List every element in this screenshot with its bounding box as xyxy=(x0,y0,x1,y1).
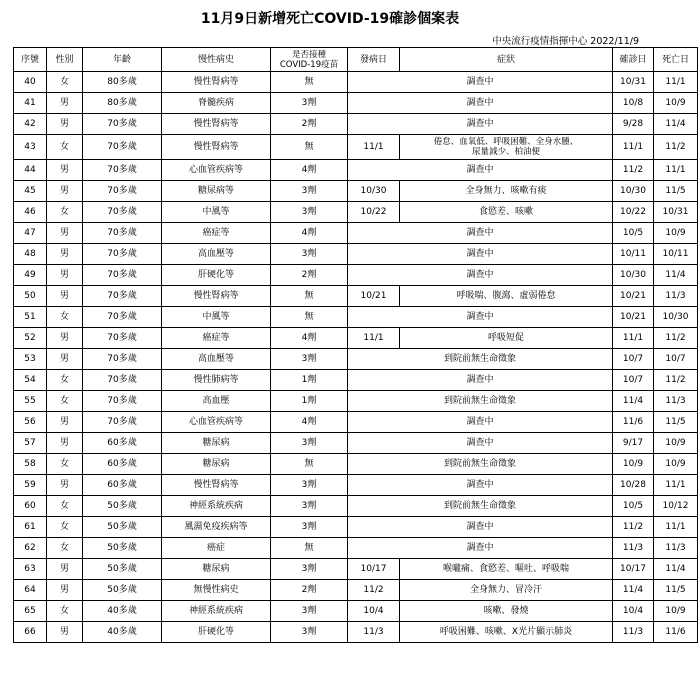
table-row xyxy=(14,622,698,643)
cell-death: 11/1 xyxy=(654,160,698,181)
cell-death: 11/3 xyxy=(654,286,698,307)
cell-history: 慢性腎病等 xyxy=(162,286,271,307)
cell-onset: 10/21 xyxy=(348,286,400,307)
cell-death: 10/12 xyxy=(654,496,698,517)
header-id: 序號 xyxy=(14,48,47,72)
cell-vaccine: 無 xyxy=(271,135,348,160)
cell-symptoms xyxy=(400,135,613,160)
cell-death: 11/3 xyxy=(654,391,698,412)
cell-history: 糖尿病 xyxy=(162,559,271,580)
cell-vaccine: 無 xyxy=(271,286,348,307)
cell-id: 52 xyxy=(14,328,47,349)
cell-sex: 女 xyxy=(47,307,83,328)
cell-sex: 女 xyxy=(47,601,83,622)
cell-sex: 男 xyxy=(47,349,83,370)
cell-age: 70多歲 xyxy=(83,391,162,412)
cell-history: 肝硬化等 xyxy=(162,265,271,286)
cell-confirmed: 10/22 xyxy=(613,202,654,223)
cell-id: 47 xyxy=(14,223,47,244)
table-row xyxy=(14,328,698,349)
cell-death: 11/3 xyxy=(654,538,698,559)
table-header-row xyxy=(14,48,698,72)
cell-symptoms: 到院前無生命徵象 xyxy=(348,496,613,517)
cell-history: 心血管疾病等 xyxy=(162,412,271,433)
cell-history: 糖尿病 xyxy=(162,433,271,454)
cell-sex: 男 xyxy=(47,580,83,601)
cell-age: 60多歲 xyxy=(83,475,162,496)
cell-vaccine: 2劑 xyxy=(271,265,348,286)
cell-age: 70多歲 xyxy=(83,181,162,202)
header-vaccine-line2: COVID-19疫苗 xyxy=(279,59,339,70)
cell-death: 11/5 xyxy=(654,412,698,433)
cell-confirmed: 11/3 xyxy=(613,622,654,643)
cell-age: 60多歲 xyxy=(83,433,162,454)
cell-history: 神經系統疾病 xyxy=(162,601,271,622)
cell-sex: 男 xyxy=(47,433,83,454)
cell-vaccine: 3劑 xyxy=(271,622,348,643)
table-row xyxy=(14,181,698,202)
cell-death: 10/9 xyxy=(654,93,698,114)
cell-sex: 男 xyxy=(47,223,83,244)
cell-symptoms: 到院前無生命徵象 xyxy=(348,349,613,370)
cell-age: 70多歲 xyxy=(83,349,162,370)
cell-confirmed: 11/4 xyxy=(613,580,654,601)
header-death: 死亡日 xyxy=(654,48,698,72)
cell-sex: 女 xyxy=(47,454,83,475)
cell-id: 50 xyxy=(14,286,47,307)
cell-symptoms: 呼吸短促 xyxy=(400,328,613,349)
table-row xyxy=(14,517,698,538)
cell-sex: 女 xyxy=(47,370,83,391)
cell-vaccine: 無 xyxy=(271,538,348,559)
cell-id: 43 xyxy=(14,135,47,160)
cell-id: 62 xyxy=(14,538,47,559)
cell-death: 10/30 xyxy=(654,307,698,328)
cell-age: 40多歲 xyxy=(83,601,162,622)
cell-age: 50多歲 xyxy=(83,580,162,601)
cell-age: 80多歲 xyxy=(83,72,162,93)
cell-death: 11/4 xyxy=(654,265,698,286)
cell-vaccine: 4劑 xyxy=(271,412,348,433)
cell-death: 11/5 xyxy=(654,580,698,601)
cell-history: 高血壓 xyxy=(162,391,271,412)
cell-history: 糖尿病 xyxy=(162,454,271,475)
cell-age: 70多歲 xyxy=(83,328,162,349)
cell-confirmed: 11/6 xyxy=(613,412,654,433)
cell-confirmed: 10/8 xyxy=(613,93,654,114)
cell-sex: 女 xyxy=(47,538,83,559)
cell-confirmed: 11/4 xyxy=(613,391,654,412)
header-history: 慢性病史 xyxy=(162,48,271,72)
cell-death: 11/2 xyxy=(654,328,698,349)
cell-age: 70多歲 xyxy=(83,114,162,135)
table-row xyxy=(14,580,698,601)
cell-id: 64 xyxy=(14,580,47,601)
cell-confirmed: 11/1 xyxy=(613,328,654,349)
table-row xyxy=(14,433,698,454)
cell-sex: 女 xyxy=(47,496,83,517)
cell-id: 55 xyxy=(14,391,47,412)
cell-history: 風濕免疫疾病等 xyxy=(162,517,271,538)
cell-death: 11/4 xyxy=(654,559,698,580)
cell-id: 56 xyxy=(14,412,47,433)
cell-confirmed: 11/1 xyxy=(613,135,654,160)
cell-sex: 女 xyxy=(47,72,83,93)
table-row xyxy=(14,114,698,135)
cell-symptoms: 咳嗽、發燒 xyxy=(400,601,613,622)
header-onset: 發病日 xyxy=(348,48,400,72)
cell-sex: 女 xyxy=(47,202,83,223)
cell-onset: 11/2 xyxy=(348,580,400,601)
header-confirmed: 確診日 xyxy=(613,48,654,72)
cell-sex: 男 xyxy=(47,328,83,349)
cell-age: 70多歲 xyxy=(83,160,162,181)
cell-death: 11/6 xyxy=(654,622,698,643)
cell-age: 70多歲 xyxy=(83,286,162,307)
cell-age: 50多歲 xyxy=(83,517,162,538)
table-row xyxy=(14,265,698,286)
cell-age: 70多歲 xyxy=(83,244,162,265)
cell-history: 神經系統疾病 xyxy=(162,496,271,517)
cell-sex: 男 xyxy=(47,160,83,181)
cell-confirmed: 10/28 xyxy=(613,475,654,496)
cell-age: 50多歲 xyxy=(83,538,162,559)
cell-history: 癌症等 xyxy=(162,328,271,349)
cell-age: 40多歲 xyxy=(83,622,162,643)
cell-confirmed: 11/2 xyxy=(613,160,654,181)
cell-history: 肝硬化等 xyxy=(162,622,271,643)
page-title: 11月9日新增死亡COVID-19確診個案表 xyxy=(200,11,460,27)
cell-vaccine: 3劑 xyxy=(271,202,348,223)
cell-id: 42 xyxy=(14,114,47,135)
cell-death: 10/31 xyxy=(654,202,698,223)
cell-history: 心血管疾病等 xyxy=(162,160,271,181)
cell-onset: 10/17 xyxy=(348,559,400,580)
header-age: 年齡 xyxy=(83,48,162,72)
cell-confirmed: 10/5 xyxy=(613,496,654,517)
header-vaccine xyxy=(271,48,348,72)
cell-sex: 男 xyxy=(47,181,83,202)
cell-death: 11/1 xyxy=(654,517,698,538)
cell-history: 慢性腎病等 xyxy=(162,114,271,135)
cell-onset: 10/22 xyxy=(348,202,400,223)
cell-vaccine: 2劑 xyxy=(271,580,348,601)
cell-symptoms: 調查中 xyxy=(348,244,613,265)
table-row xyxy=(14,412,698,433)
cell-confirmed: 10/4 xyxy=(613,601,654,622)
cell-id: 40 xyxy=(14,72,47,93)
cell-id: 45 xyxy=(14,181,47,202)
cell-id: 53 xyxy=(14,349,47,370)
cell-vaccine: 1劑 xyxy=(271,370,348,391)
cell-vaccine: 2劑 xyxy=(271,114,348,135)
cell-vaccine: 1劑 xyxy=(271,391,348,412)
cell-symptoms: 調查中 xyxy=(348,72,613,93)
cell-symptoms: 調查中 xyxy=(348,223,613,244)
cell-confirmed: 10/7 xyxy=(613,349,654,370)
cell-history: 慢性腎病等 xyxy=(162,135,271,160)
header-sex: 性別 xyxy=(47,48,83,72)
table-row xyxy=(14,601,698,622)
cell-vaccine: 3劑 xyxy=(271,496,348,517)
table-row xyxy=(14,454,698,475)
cell-history: 中風等 xyxy=(162,202,271,223)
cell-age: 70多歲 xyxy=(83,370,162,391)
cell-vaccine: 3劑 xyxy=(271,559,348,580)
cell-sex: 男 xyxy=(47,244,83,265)
cell-age: 70多歲 xyxy=(83,412,162,433)
cell-death: 11/4 xyxy=(654,114,698,135)
cell-symptoms: 調查中 xyxy=(348,538,613,559)
table-row xyxy=(14,538,698,559)
cell-history: 慢性肺病等 xyxy=(162,370,271,391)
cell-vaccine: 3劑 xyxy=(271,475,348,496)
cell-age: 80多歲 xyxy=(83,93,162,114)
table-row xyxy=(14,160,698,181)
cell-confirmed: 9/17 xyxy=(613,433,654,454)
cell-vaccine: 4劑 xyxy=(271,160,348,181)
cell-onset: 11/1 xyxy=(348,135,400,160)
cell-death: 10/7 xyxy=(654,349,698,370)
cell-id: 54 xyxy=(14,370,47,391)
cell-id: 61 xyxy=(14,517,47,538)
cell-confirmed: 10/9 xyxy=(613,454,654,475)
cell-confirmed: 9/28 xyxy=(613,114,654,135)
cell-id: 66 xyxy=(14,622,47,643)
cell-history: 脊髓疾病 xyxy=(162,93,271,114)
cell-sex: 男 xyxy=(47,475,83,496)
cell-symptoms: 調查中 xyxy=(348,160,613,181)
table-row xyxy=(14,496,698,517)
cell-sex: 男 xyxy=(47,412,83,433)
cell-id: 44 xyxy=(14,160,47,181)
table-row xyxy=(14,391,698,412)
cell-death: 10/9 xyxy=(654,601,698,622)
table-row xyxy=(14,135,698,160)
cell-confirmed: 10/17 xyxy=(613,559,654,580)
cell-symptoms: 調查中 xyxy=(348,370,613,391)
table-row xyxy=(14,349,698,370)
cell-vaccine: 4劑 xyxy=(271,328,348,349)
cell-history: 無慢性病史 xyxy=(162,580,271,601)
cell-sex: 女 xyxy=(47,391,83,412)
cell-symptoms: 調查中 xyxy=(348,433,613,454)
cell-death: 11/1 xyxy=(654,475,698,496)
cell-id: 59 xyxy=(14,475,47,496)
table-row xyxy=(14,244,698,265)
cell-death: 11/2 xyxy=(654,135,698,160)
cell-vaccine: 3劑 xyxy=(271,93,348,114)
cell-vaccine: 無 xyxy=(271,72,348,93)
cell-sex: 女 xyxy=(47,135,83,160)
cell-vaccine: 3劑 xyxy=(271,433,348,454)
cell-symptoms: 調查中 xyxy=(348,412,613,433)
cell-age: 50多歲 xyxy=(83,496,162,517)
cell-age: 70多歲 xyxy=(83,202,162,223)
cell-death: 11/2 xyxy=(654,370,698,391)
table-row xyxy=(14,93,698,114)
table-body xyxy=(14,72,698,643)
cell-age: 50多歲 xyxy=(83,559,162,580)
cell-history: 高血壓等 xyxy=(162,349,271,370)
cell-sex: 男 xyxy=(47,559,83,580)
cell-sex: 男 xyxy=(47,622,83,643)
cell-confirmed: 10/5 xyxy=(613,223,654,244)
cell-symptoms: 到院前無生命徵象 xyxy=(348,454,613,475)
cell-symptoms: 調查中 xyxy=(348,265,613,286)
cell-id: 57 xyxy=(14,433,47,454)
cell-id: 58 xyxy=(14,454,47,475)
cell-symptoms: 調查中 xyxy=(348,114,613,135)
cell-vaccine: 3劑 xyxy=(271,181,348,202)
header-symptoms: 症狀 xyxy=(400,48,613,72)
cell-vaccine: 3劑 xyxy=(271,349,348,370)
cell-sex: 男 xyxy=(47,114,83,135)
cell-history: 高血壓等 xyxy=(162,244,271,265)
cell-confirmed: 10/21 xyxy=(613,307,654,328)
table-row xyxy=(14,559,698,580)
cell-onset: 11/3 xyxy=(348,622,400,643)
cell-symptoms: 呼吸喘、腹瀉、虛弱倦怠 xyxy=(400,286,613,307)
cell-symptoms: 調查中 xyxy=(348,475,613,496)
cell-sex: 男 xyxy=(47,286,83,307)
cell-symptoms: 呼吸困難、咳嗽、X光片顯示肺炎 xyxy=(400,622,613,643)
cell-id: 46 xyxy=(14,202,47,223)
cell-death: 10/9 xyxy=(654,223,698,244)
cell-vaccine: 4劑 xyxy=(271,223,348,244)
cell-id: 51 xyxy=(14,307,47,328)
table-row xyxy=(14,202,698,223)
cell-onset: 10/4 xyxy=(348,601,400,622)
table-row xyxy=(14,223,698,244)
cell-history: 慢性腎病等 xyxy=(162,72,271,93)
cell-death: 10/9 xyxy=(654,454,698,475)
cell-sex: 男 xyxy=(47,265,83,286)
cell-confirmed: 10/7 xyxy=(613,370,654,391)
cell-history: 糖尿病等 xyxy=(162,181,271,202)
cell-vaccine: 無 xyxy=(271,307,348,328)
symptoms-line1: 倦怠、血氧低、呼吸困難、全身水腫、 xyxy=(433,137,579,147)
cell-age: 60多歲 xyxy=(83,454,162,475)
cell-vaccine: 3劑 xyxy=(271,601,348,622)
cell-sex: 男 xyxy=(47,93,83,114)
cell-confirmed: 11/3 xyxy=(613,538,654,559)
table-row xyxy=(14,370,698,391)
table-row xyxy=(14,72,698,93)
cell-death: 11/1 xyxy=(654,72,698,93)
cell-age: 70多歲 xyxy=(83,223,162,244)
header-vaccine-line1: 是否接種 xyxy=(291,49,326,60)
cell-vaccine: 3劑 xyxy=(271,244,348,265)
cell-symptoms: 到院前無生命徵象 xyxy=(348,391,613,412)
cell-id: 48 xyxy=(14,244,47,265)
cell-id: 49 xyxy=(14,265,47,286)
cell-symptoms: 全身無力、咳嗽有痰 xyxy=(400,181,613,202)
cell-history: 癌症等 xyxy=(162,223,271,244)
cell-vaccine: 無 xyxy=(271,454,348,475)
cell-confirmed: 10/30 xyxy=(613,181,654,202)
cell-age: 70多歲 xyxy=(83,265,162,286)
cell-symptoms: 調查中 xyxy=(348,517,613,538)
cell-history: 癌症 xyxy=(162,538,271,559)
symptoms-line2: 尿量減少、柏油便 xyxy=(471,147,540,157)
cell-symptoms: 喉嚨痛、食慾差、嘔吐、呼吸喘 xyxy=(400,559,613,580)
cell-confirmed: 11/2 xyxy=(613,517,654,538)
cell-age: 70多歲 xyxy=(83,135,162,160)
cell-id: 60 xyxy=(14,496,47,517)
cell-age: 70多歲 xyxy=(83,307,162,328)
cell-death: 10/9 xyxy=(654,433,698,454)
cell-confirmed: 10/31 xyxy=(613,72,654,93)
cell-id: 65 xyxy=(14,601,47,622)
cell-onset: 11/1 xyxy=(348,328,400,349)
cell-onset: 10/30 xyxy=(348,181,400,202)
cell-sex: 女 xyxy=(47,517,83,538)
death-case-table xyxy=(13,47,698,643)
table-row xyxy=(14,475,698,496)
cell-history: 慢性腎病等 xyxy=(162,475,271,496)
cell-death: 11/5 xyxy=(654,181,698,202)
cell-vaccine: 3劑 xyxy=(271,517,348,538)
cell-symptoms: 食慾差、咳嗽 xyxy=(400,202,613,223)
table-row xyxy=(14,286,698,307)
cell-confirmed: 10/21 xyxy=(613,286,654,307)
cell-symptoms: 調查中 xyxy=(348,307,613,328)
cell-id: 63 xyxy=(14,559,47,580)
table-row xyxy=(14,307,698,328)
cell-symptoms: 全身無力、冒冷汗 xyxy=(400,580,613,601)
cell-confirmed: 10/11 xyxy=(613,244,654,265)
cell-confirmed: 10/30 xyxy=(613,265,654,286)
cell-death: 10/11 xyxy=(654,244,698,265)
source-date-note: 中央流行疫情指揮中心 2022/11/9 xyxy=(492,36,639,47)
cell-symptoms: 調查中 xyxy=(348,93,613,114)
cell-id: 41 xyxy=(14,93,47,114)
cell-history: 中風等 xyxy=(162,307,271,328)
